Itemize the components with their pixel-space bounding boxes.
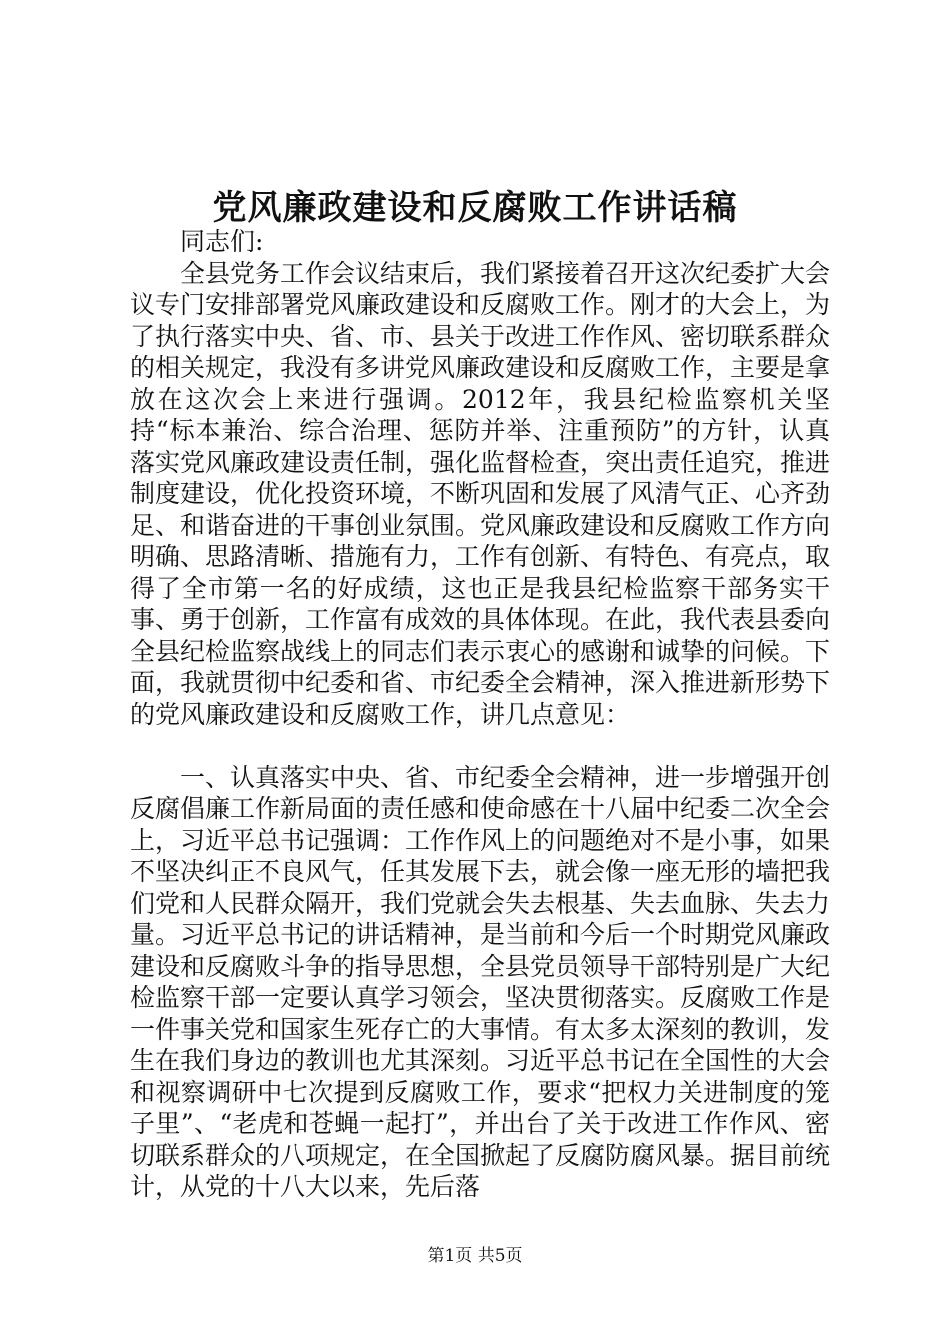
document-body	[130, 226, 830, 1203]
paragraph-spacer	[130, 730, 830, 762]
body-paragraph-2: 一、认真落实中央、省、市纪委全会精神，进一步增强开创反腐倡廉工作新局面的责任感和使命感在十八届中纪委二次全会上，习近平总书记强调：工作作风上的问题绝对不是小事，如果不坚决纠正不良风气，任其发展下去，就会像一座无形的墙把我们党和人民群众隔开，我们党就会失去根基、失去血脉、失去力量。习近平总书记的讲话精神，是当前和今后一个时期党风廉政建设和反腐败斗争的指导思想，全县党员领导干部特别是广大纪检监察干部一定要认真学习领会，坚决贯彻落实。反腐败工作是一件事关党和国家生死存亡的大事情。有太多太深刻的教训，发生在我们身边的教训也尤其深刻。习近平总书记在全国性的大会和视察调研中七次提到反腐败工作，要求“把权力关进制度的笼子里”、“老虎和苍蝇一起打”，并出台了关于改进工作作风、密切联系群众的八项规定，在全国掀起了反腐防腐风暴。据目前统计，从党的十八大以来，先后落	[130, 762, 831, 1201]
document-title: 党风廉政建设和反腐败工作讲话稿	[212, 188, 738, 228]
page-footer: 第1页 共5页	[427, 1246, 523, 1266]
salutation: 同志们:	[180, 227, 264, 256]
body-paragraph-1: 全县党务工作会议结束后，我们紧接着召开这次纪委扩大会议专门安排部署党风廉政建设和反腐败工作。刚才的大会上，为了执行落实中央、省、市、县关于改进工作作风、密切联系群众的相关规定，我没有多讲党风廉政建设和反腐败工作，主要是拿放在这次会上来进行强调。2012年，我县纪检监察机关坚持“标本兼治、综合治理、惩防并举、注重预防”的方针，认真落实党风廉政建设责任制，强化监督检查，突出责任追究，推进制度建设，优化投资环境，不断巩固和发展了风清气正、心齐劲足、和谐奋进的干事创业氛围。党风廉政建设和反腐败工作方向明确、思路清晰、措施有力，工作有创新、有特色、有亮点，取得了全市第一名的好成绩，这也正是我县纪检监察干部务实干事、勇于创新，工作富有成效的具体体现。在此，我代表县委向全县纪检监察战线上的同志们表示衷心的感谢和诚挚的问候。下面，我就贯彻中纪委和省、市纪委全会精神，深入推进新形势下的党风廉政建设和反腐败工作，讲几点意见：	[130, 258, 831, 729]
